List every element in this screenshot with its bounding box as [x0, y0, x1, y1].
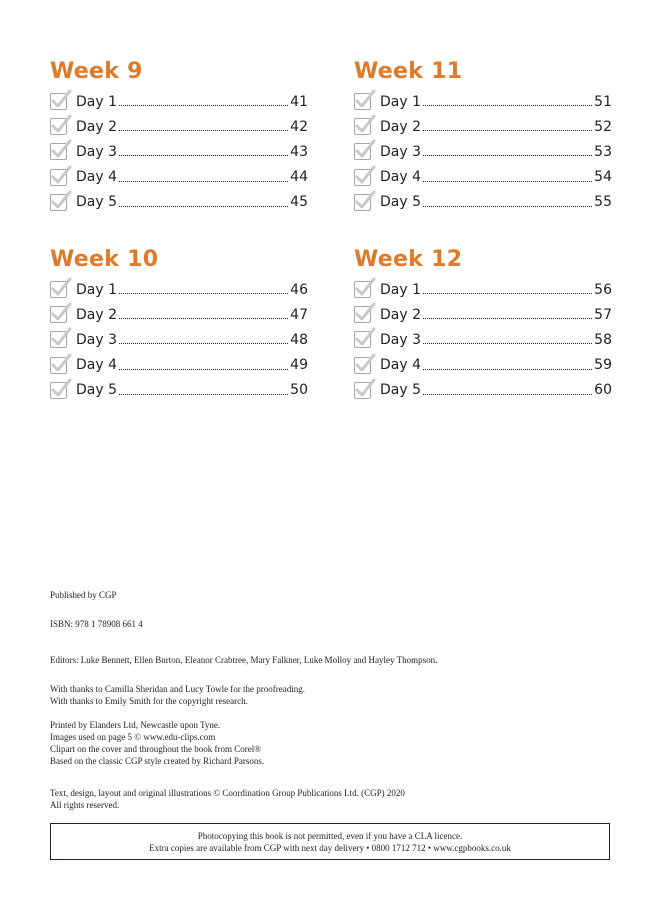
week-9-section	[50, 58, 308, 215]
day-row	[50, 378, 308, 403]
dot-leader	[119, 155, 288, 156]
day-list	[354, 277, 612, 403]
day-label: Day 3	[380, 331, 422, 348]
day-row	[50, 190, 308, 215]
page-number: 59	[594, 357, 612, 374]
tick-checkbox-icon[interactable]	[50, 118, 67, 135]
tick-checkbox-icon[interactable]	[50, 93, 67, 110]
day-row	[354, 353, 612, 378]
tick-checkbox-icon[interactable]	[50, 194, 67, 211]
copyright-line: Text, design, layout and original illustrations © Coordination Group Publications Ltd. (CGP) 2020	[50, 788, 405, 798]
editors-block	[50, 654, 610, 666]
tick-checkbox-icon[interactable]	[50, 281, 67, 298]
tick-checkbox-icon[interactable]	[354, 382, 371, 399]
page-number: 44	[290, 169, 308, 186]
tick-checkbox-icon[interactable]	[354, 169, 371, 186]
day-label: Day 1	[76, 93, 118, 110]
dot-leader	[119, 130, 288, 131]
isbn-line: ISBN: 978 1 78908 661 4	[50, 619, 143, 629]
extra-copies-line: Extra copies are available from CGP with next day delivery • 0800 1712 712 • www.cgpbooks.co.uk	[149, 843, 511, 853]
day-row	[354, 378, 612, 403]
tick-checkbox-icon[interactable]	[354, 143, 371, 160]
tick-checkbox-icon[interactable]	[50, 331, 67, 348]
rights-line: All rights reserved.	[50, 800, 120, 810]
day-list	[50, 89, 308, 215]
page-number: 42	[290, 118, 308, 135]
copyright-research-thanks: With thanks to Emily Smith for the copyright research.	[50, 696, 248, 706]
week-title: Week 9	[50, 59, 143, 84]
page-number: 54	[594, 169, 612, 186]
images-credit: Images used on page 5 © www.edu-clips.com	[50, 732, 216, 742]
day-label: Day 5	[76, 194, 118, 211]
dot-leader	[119, 369, 288, 370]
day-list	[50, 277, 308, 403]
page-number: 49	[290, 357, 308, 374]
dot-leader	[119, 181, 288, 182]
tick-checkbox-icon[interactable]	[50, 169, 67, 186]
tick-checkbox-icon[interactable]	[354, 194, 371, 211]
tick-checkbox-icon[interactable]	[50, 143, 67, 160]
proofreading-thanks: With thanks to Camilla Sheridan and Lucy Towle for the proofreading.	[50, 684, 306, 694]
day-row	[50, 277, 308, 302]
day-row	[50, 89, 308, 114]
day-row	[50, 302, 308, 327]
publication-credits	[50, 589, 610, 601]
day-list	[354, 89, 612, 215]
tick-checkbox-icon[interactable]	[354, 281, 371, 298]
week-title: Week 11	[354, 59, 463, 84]
dot-leader	[423, 343, 592, 344]
page-number: 41	[290, 93, 308, 110]
day-row	[354, 190, 612, 215]
dot-leader	[423, 181, 592, 182]
tick-checkbox-icon[interactable]	[354, 118, 371, 135]
thanks-block	[50, 683, 610, 707]
day-row	[354, 114, 612, 139]
page-number: 43	[290, 143, 308, 160]
photocopy-notice-box	[50, 823, 610, 860]
copyright-block	[50, 787, 610, 811]
page-number: 55	[594, 194, 612, 211]
day-label: Day 2	[380, 118, 422, 135]
day-label: Day 5	[76, 382, 118, 399]
day-row	[50, 114, 308, 139]
printer-line: Printed by Elanders Ltd, Newcastle upon Tyne.	[50, 720, 221, 730]
tick-checkbox-icon[interactable]	[354, 306, 371, 323]
day-label: Day 2	[76, 118, 118, 135]
dot-leader	[119, 206, 288, 207]
day-row	[354, 277, 612, 302]
dot-leader	[423, 206, 592, 207]
week-title: Week 10	[50, 247, 159, 272]
day-row	[354, 327, 612, 352]
page-number: 53	[594, 143, 612, 160]
dot-leader	[119, 318, 288, 319]
style-credit: Based on the classic CGP style created by Richard Parsons.	[50, 756, 265, 766]
week-10-section	[50, 246, 308, 403]
day-label: Day 4	[380, 169, 422, 186]
dot-leader	[423, 130, 592, 131]
dot-leader	[119, 105, 288, 106]
day-label: Day 4	[380, 357, 422, 374]
dot-leader	[423, 155, 592, 156]
dot-leader	[119, 293, 288, 294]
page-number: 47	[290, 306, 308, 323]
day-label: Day 5	[380, 382, 422, 399]
dot-leader	[423, 318, 592, 319]
tick-checkbox-icon[interactable]	[354, 331, 371, 348]
tick-checkbox-icon[interactable]	[50, 306, 67, 323]
dot-leader	[119, 394, 288, 395]
day-label: Day 5	[380, 194, 422, 211]
dot-leader	[119, 343, 288, 344]
dot-leader	[423, 293, 592, 294]
tick-checkbox-icon[interactable]	[354, 93, 371, 110]
day-label: Day 1	[76, 281, 118, 298]
page-number: 45	[290, 194, 308, 211]
day-row	[50, 139, 308, 164]
dot-leader	[423, 105, 592, 106]
page-number: 52	[594, 118, 612, 135]
photocopy-notice-line: Photocopying this book is not permitted, even if you have a CLA licence.	[197, 831, 463, 841]
day-label: Day 3	[76, 143, 118, 160]
day-label: Day 2	[76, 306, 118, 323]
page-number: 51	[594, 93, 612, 110]
day-label: Day 1	[380, 281, 422, 298]
day-row	[354, 89, 612, 114]
page-number: 50	[290, 382, 308, 399]
day-label: Day 4	[76, 169, 118, 186]
day-row	[50, 165, 308, 190]
page-number: 58	[594, 331, 612, 348]
tick-checkbox-icon[interactable]	[50, 357, 67, 374]
clipart-credit: Clipart on the cover and throughout the book from Corel®	[50, 744, 262, 754]
isbn-block	[50, 618, 610, 630]
page-number: 48	[290, 331, 308, 348]
day-row	[354, 302, 612, 327]
week-title: Week 12	[354, 247, 463, 272]
day-row	[50, 327, 308, 352]
week-11-section	[354, 58, 612, 215]
day-row	[50, 353, 308, 378]
dot-leader	[423, 394, 592, 395]
tick-checkbox-icon[interactable]	[354, 357, 371, 374]
printing-block	[50, 719, 610, 767]
page-number: 46	[290, 281, 308, 298]
day-row	[354, 139, 612, 164]
week-12-section	[354, 246, 612, 403]
tick-checkbox-icon[interactable]	[50, 382, 67, 399]
publisher-line: Published by CGP	[50, 590, 117, 600]
page-number: 60	[594, 382, 612, 399]
day-label: Day 1	[380, 93, 422, 110]
day-label: Day 3	[76, 331, 118, 348]
day-label: Day 4	[76, 357, 118, 374]
page-number: 57	[594, 306, 612, 323]
day-label: Day 3	[380, 143, 422, 160]
page-number: 56	[594, 281, 612, 298]
day-label: Day 2	[380, 306, 422, 323]
editors-line: Editors: Luke Bennett, Ellen Burton, Eleanor Crabtree, Mary Falkner, Luke Molloy and Hayley Thompson.	[50, 655, 438, 665]
day-row	[354, 165, 612, 190]
dot-leader	[423, 369, 592, 370]
